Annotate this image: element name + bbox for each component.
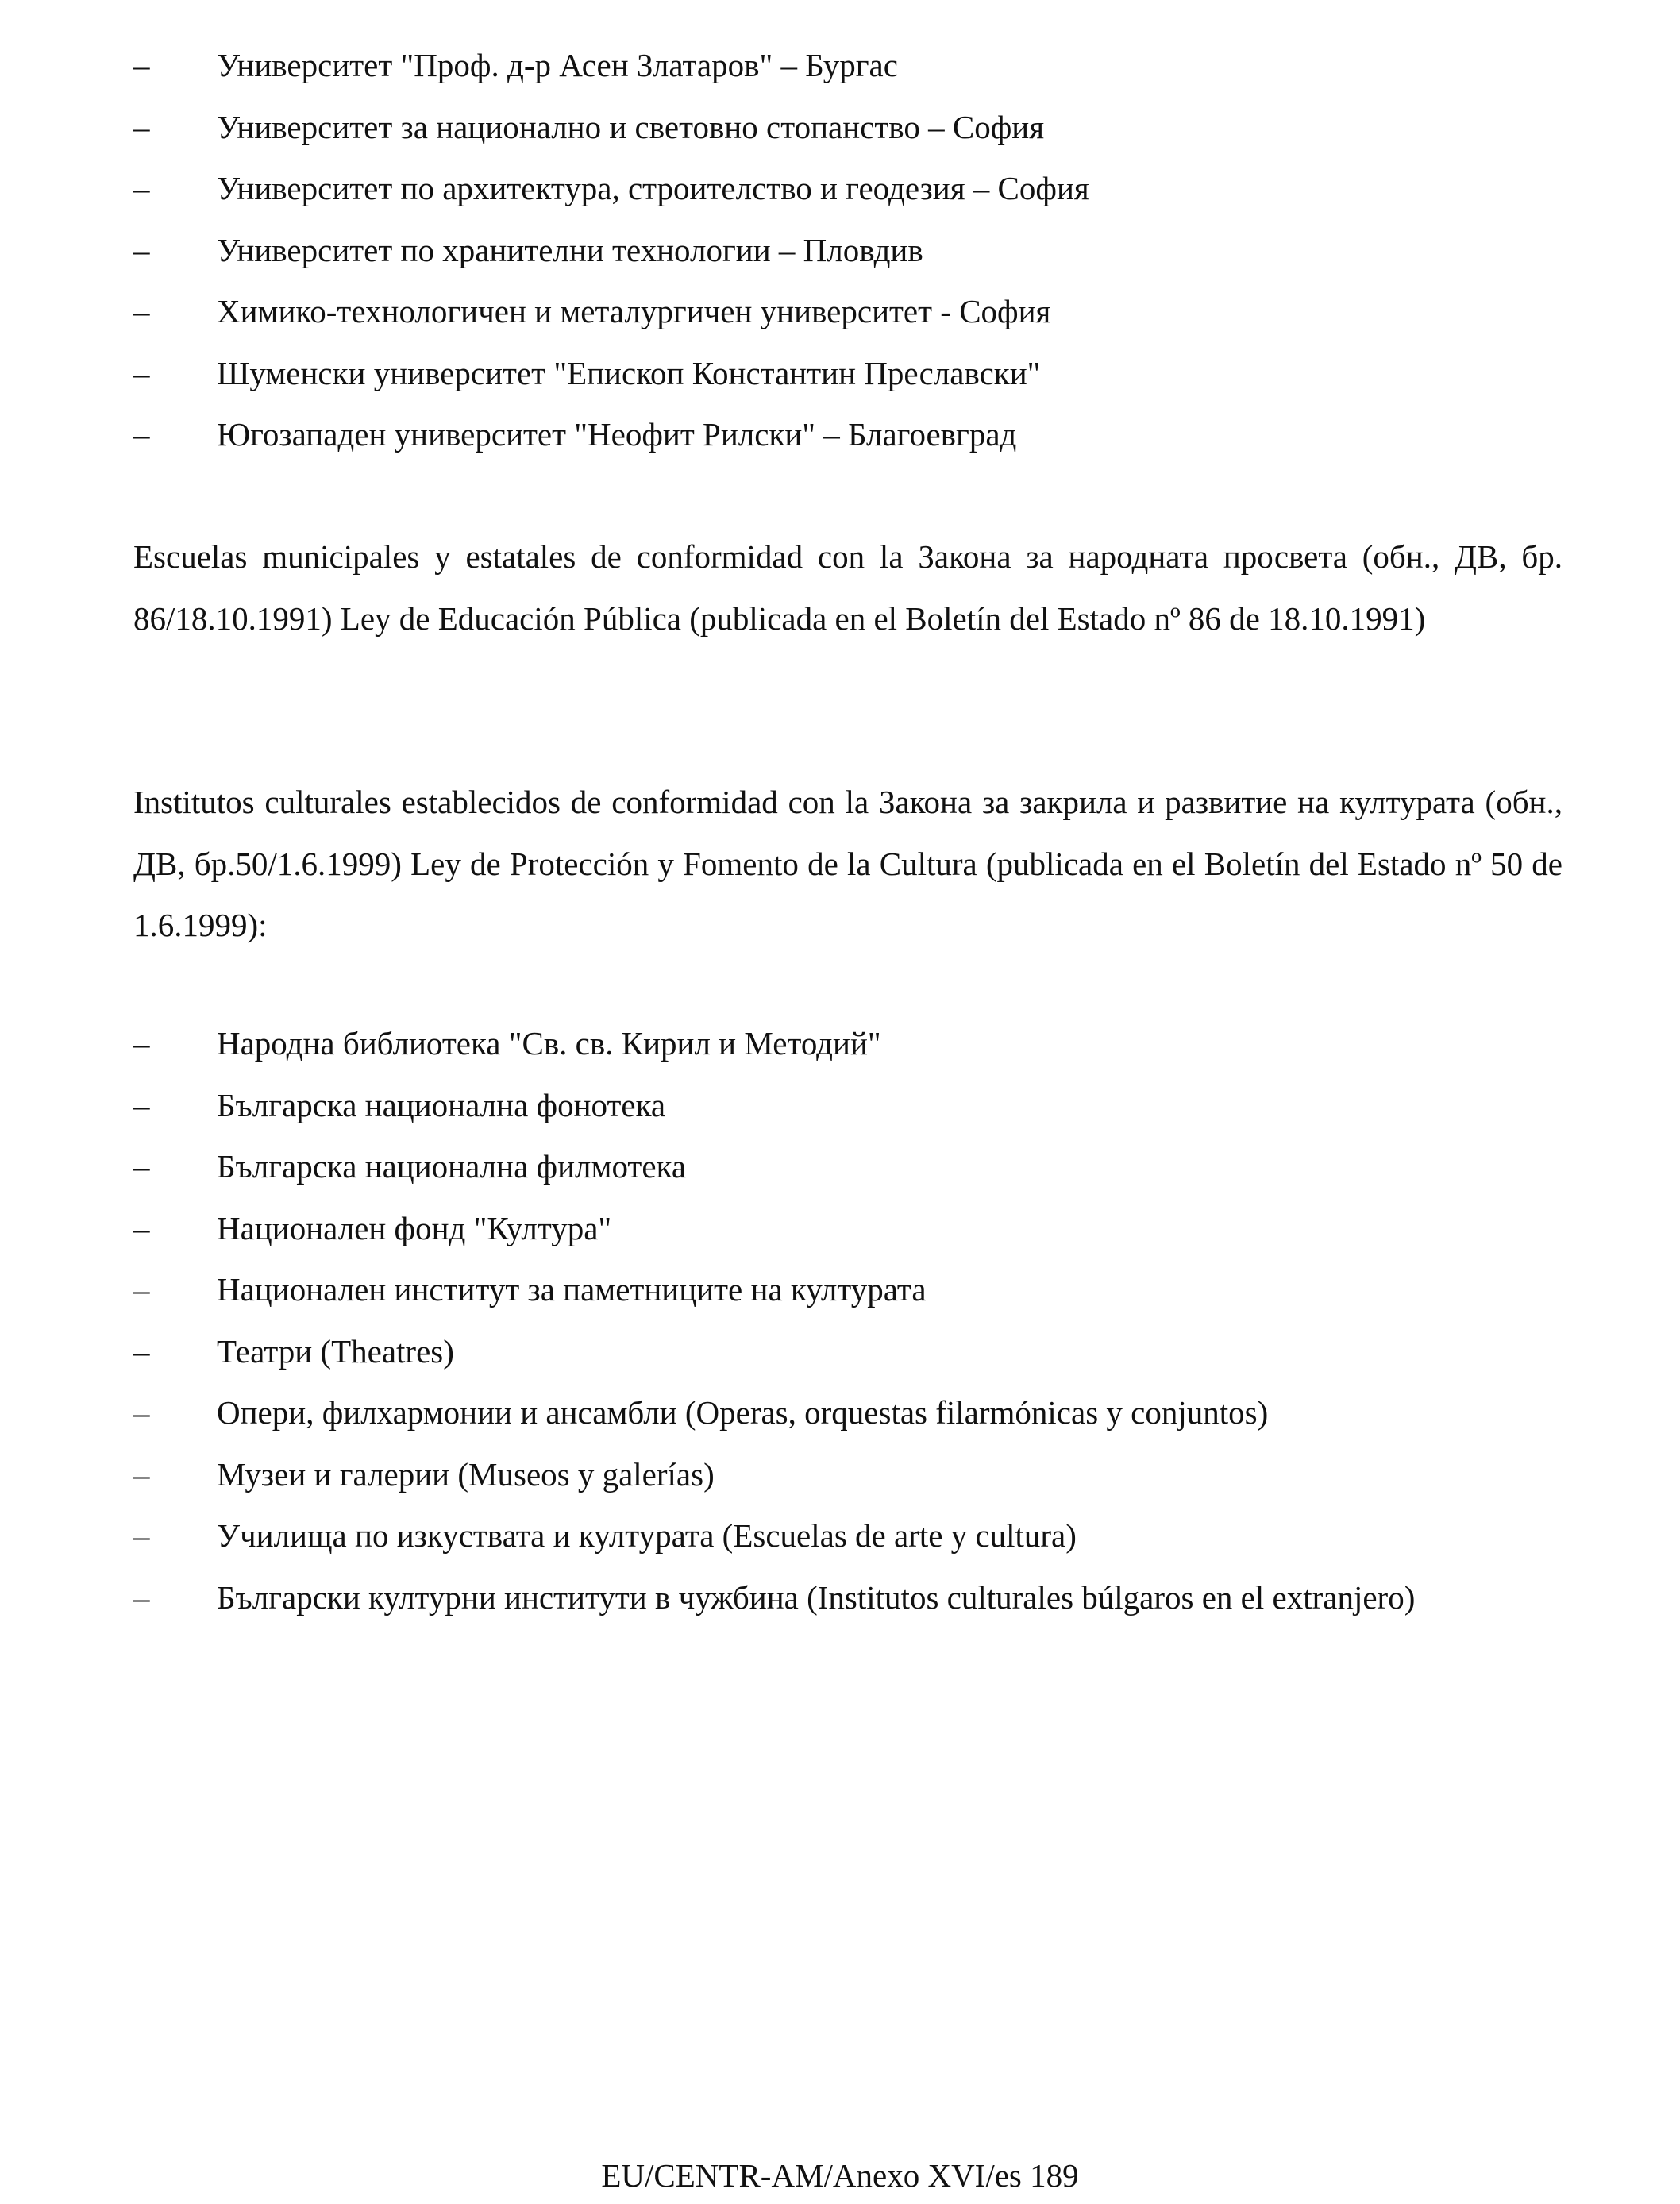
- dash-bullet: –: [133, 1209, 150, 1246]
- schools-paragraph: Escuelas municipales y estatales de conformidad con la Закона за народната просвета (обн., ДВ, бр. 86/18.10.1991) Ley de Educación Pública (publicada en el Boletín del Estado nº 86 de 18.10.1991): [133, 538, 1562, 637]
- list-item: [133, 404, 1089, 466]
- list-item: [133, 1136, 1415, 1198]
- dash-bullet: –: [133, 293, 150, 329]
- list-item: [133, 281, 1089, 343]
- list-item: [133, 1259, 1415, 1321]
- dash-bullet: –: [133, 1394, 150, 1431]
- dash-bullet: –: [133, 1578, 150, 1616]
- list-item-text: Университет по архитектура, строителство и геодезия – София: [217, 170, 1089, 206]
- dash-bullet: –: [133, 1148, 150, 1185]
- dash-bullet: –: [133, 354, 150, 391]
- dash-bullet: –: [133, 1332, 150, 1370]
- list-item: [133, 1382, 1415, 1444]
- list-item-text: Музеи и галерии (Museos y galerías): [217, 1455, 715, 1493]
- dash-bullet: –: [133, 1271, 150, 1308]
- list-item-text: Химико-технологичен и металургичен университет - София: [217, 293, 1051, 329]
- list-item: [133, 158, 1089, 220]
- list-item: [133, 343, 1089, 405]
- list-item-text: Университет по хранителни технологии – Пловдив: [217, 231, 923, 268]
- dash-bullet: –: [133, 231, 150, 268]
- list-item-text: Югозападен университет "Неофит Рилски" – Благоевград: [217, 416, 1017, 453]
- list-item-text: Шуменски университет "Епископ Константин Преславски": [217, 354, 1041, 391]
- list-item-text: Българска национална филмотека: [217, 1148, 687, 1185]
- dash-bullet: –: [133, 1455, 150, 1493]
- dash-bullet: –: [133, 1517, 150, 1554]
- list-item: [133, 1198, 1415, 1260]
- list-item-text: Университет "Проф. д-р Асен Златаров" – Бургас: [217, 47, 898, 83]
- list-item: [133, 1013, 1415, 1075]
- universities-list: [133, 35, 1089, 466]
- list-item-text: Национален институт за паметниците на културата: [217, 1271, 927, 1308]
- list-item: [133, 1505, 1415, 1567]
- list-item-text: Университет за национално и световно стопанство – София: [217, 108, 1045, 145]
- dash-bullet: –: [133, 416, 150, 453]
- list-item-text: Театри (Theatres): [217, 1332, 454, 1370]
- list-item-text: Народна библиотека "Св. св. Кирил и Методий": [217, 1025, 881, 1062]
- dash-bullet: –: [133, 108, 150, 145]
- list-item: [133, 1321, 1415, 1383]
- dash-bullet: –: [133, 170, 150, 206]
- list-item: [133, 220, 1089, 282]
- list-item-text: Българска национална фонотека: [217, 1086, 666, 1123]
- dash-bullet: –: [133, 1025, 150, 1062]
- list-item: [133, 1444, 1415, 1506]
- list-item: [133, 1075, 1415, 1137]
- cultural-institutes-list: [133, 1013, 1415, 1628]
- cultural-institutes-paragraph: Institutos culturales establecidos de conformidad con la Закона за закрила и развитие на културата (обн., ДВ, бр.50/1.6.1999) Ley de Protección y Fomento de la Cultura (publicada en el Boletín del Estado nº 50 de 1.6.1999):: [133, 784, 1562, 943]
- list-item-text: Национален фонд "Култура": [217, 1209, 612, 1246]
- list-item: [133, 97, 1089, 159]
- list-item: [133, 1567, 1415, 1629]
- dash-bullet: –: [133, 1086, 150, 1123]
- list-item-text: Училища по изкуствата и културата (Escuelas de arte y cultura): [217, 1517, 1077, 1554]
- dash-bullet: –: [133, 47, 150, 83]
- list-item-text: Опери, филхармонии и ансамбли (Operas, orquestas filarmónicas y conjuntos): [217, 1394, 1269, 1431]
- list-item-text: Български културни институти в чужбина (Institutos culturales búlgaros en el extranjero): [217, 1578, 1416, 1616]
- list-item: [133, 35, 1089, 97]
- page-footer: EU/CENTR-AM/Anexo XVI/es 189: [601, 2157, 1079, 2194]
